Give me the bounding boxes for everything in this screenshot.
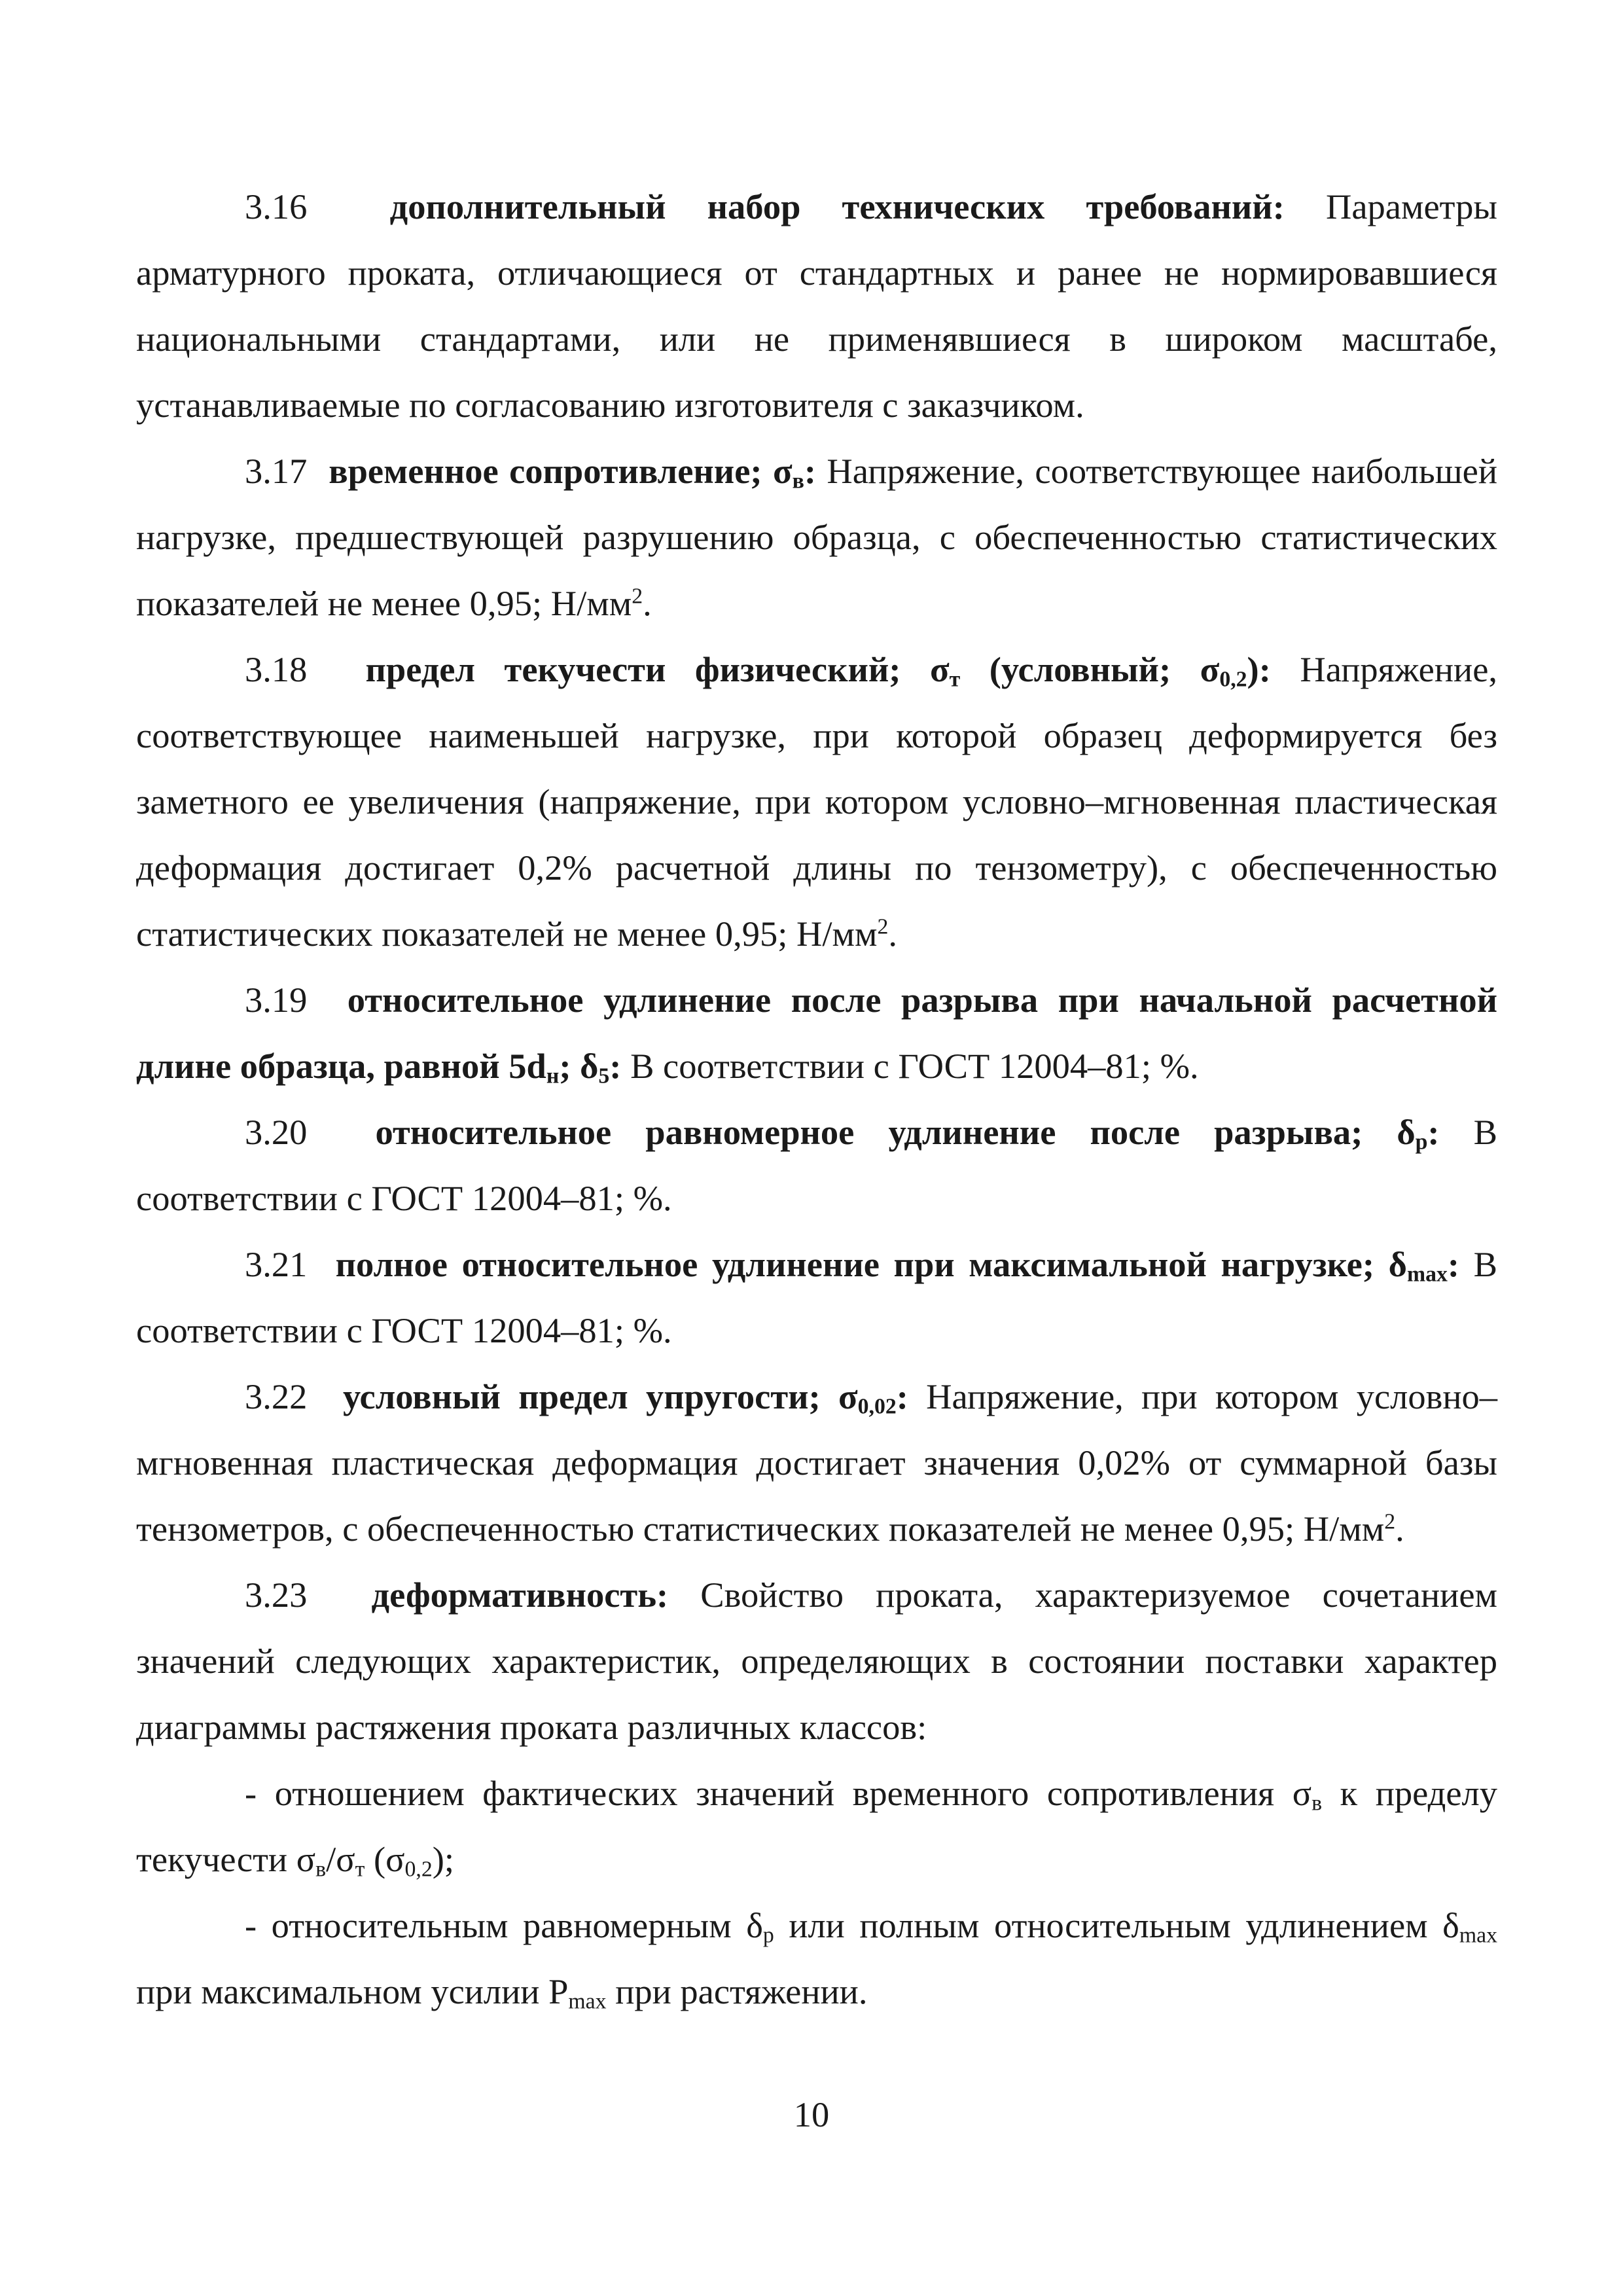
clause-number: 3.21: [245, 1244, 308, 1284]
clause-term-colon: :: [1427, 1112, 1440, 1152]
clause-term-text: условный предел упругости; σ: [342, 1376, 858, 1416]
clause-term-subscript-b: 0,2: [1219, 667, 1247, 692]
list-subscript-d: 0,2: [404, 1857, 433, 1882]
clause-term-text-a: относительное удлинение после разрыва при начальной расчетной длине образца, равной 5d: [136, 980, 1497, 1086]
clause-3-17: [136, 438, 1497, 636]
list-subscript-a: в: [1311, 1791, 1323, 1816]
list-text-d: при растяжении.: [606, 1971, 868, 2011]
clause-number: 3.20: [245, 1112, 308, 1152]
list-text-c: при максимальном усилии P: [136, 1971, 569, 2011]
clause-term-subscript: max: [1406, 1262, 1448, 1287]
unit-superscript: 2: [632, 584, 643, 609]
clause-number: 3.17: [245, 451, 308, 491]
clause-text: Напряжение, при котором условно–мгновенная пластическая деформация достигает значения 0,02% от суммарной базы тензометров, с обеспеченностью статистических показателей не менее 0,95; Н/мм: [136, 1376, 1498, 1549]
clause-text: Свойство проката, характеризуемое сочетанием значений следующих характеристик, определяющих в состоянии поставки характер диаграммы растяжения проката различных классов:: [136, 1575, 1497, 1747]
clause-text: В соответствии с ГОСТ 12004–81; %.: [630, 1046, 1199, 1086]
clause-term: [375, 1112, 1440, 1155]
list-text-e: );: [432, 1839, 455, 1879]
clause-3-18: [136, 636, 1497, 967]
list-item-ratio: [136, 1760, 1497, 1892]
clause-term-text-c: :: [609, 1046, 622, 1086]
clause-term-colon: :: [1447, 1244, 1460, 1284]
clause-number: 3.16: [245, 187, 308, 226]
clause-term-text-c: ):: [1247, 649, 1271, 689]
clause-3-23: [136, 1562, 1497, 1760]
list-item-elongation: [136, 1892, 1497, 2024]
clause-term-subscript: в: [792, 469, 804, 493]
clause-3-16: [136, 173, 1497, 438]
list-subscript-a: р: [762, 1923, 774, 1948]
list-subscript-c: т: [355, 1857, 365, 1882]
clause-number: 3.23: [245, 1575, 308, 1615]
clause-number: 3.18: [245, 649, 308, 689]
list-subscript-b: в: [315, 1857, 327, 1882]
list-text-d: (σ: [365, 1839, 405, 1879]
page-number: 10: [793, 2094, 830, 2134]
clause-term-colon: :: [896, 1376, 908, 1416]
unit-superscript: 2: [877, 914, 889, 939]
clause-term-subscript: 0,02: [857, 1394, 897, 1419]
clause-term: [342, 1376, 908, 1419]
list-text-b: или полным относительным удлинением δ: [774, 1905, 1459, 1945]
clause-text: В соответствии с ГОСТ 12004–81; %.: [136, 1112, 1497, 1218]
list-subscript-b: max: [1459, 1923, 1497, 1948]
clause-term-subscript: р: [1415, 1130, 1428, 1155]
clause-number: 3.19: [245, 980, 308, 1020]
clause-end: .: [1395, 1509, 1404, 1549]
clause-text: Напряжение, соответствующее наименьшей нагрузке, при которой образец деформируется без заметного ее увеличения (напряжение, при котором условно–мгновенная пластическая деформация достигает 0,2% расчетной длины по тензометру), с обеспеченностью статистических показателей не менее 0,95; Н/мм: [136, 649, 1498, 954]
clause-term-text-a: предел текучести физический; σ: [365, 649, 950, 689]
list-text-b: к пределу текучести σ: [136, 1773, 1497, 1879]
unit-superscript: 2: [1384, 1509, 1396, 1534]
clause-term-subscript-a: н: [546, 1064, 560, 1088]
clause-term: деформативность:: [371, 1575, 669, 1615]
clause-term-subscript-b: 5: [598, 1064, 610, 1088]
clause-term: [335, 1244, 1460, 1287]
clause-number: 3.22: [245, 1376, 308, 1416]
list-subscript-c: max: [568, 1989, 607, 2014]
clause-term-text: временное сопротивление; σ: [329, 451, 793, 491]
clause-end: .: [888, 914, 897, 954]
clause-3-22: [136, 1363, 1497, 1562]
clause-term-text: относительное равномерное удлинение после разрыва; δ: [375, 1112, 1416, 1152]
list-text-c: /σ: [326, 1839, 355, 1879]
clause-term: дополнительный набор технических требований:: [389, 187, 1285, 226]
clause-term-text-b: ; δ: [559, 1046, 599, 1086]
clause-term: [365, 649, 1271, 692]
clause-term-colon: :: [804, 451, 817, 491]
list-text-a: - относительным равномерным δ: [245, 1905, 763, 1945]
clause-text: Параметры арматурного проката, отличающиеся от стандартных и ранее не нормировавшиеся национальными стандартами, или не применявшиеся в широком масштабе, устанавливаемые по согласованию изготовителя с заказчиком.: [136, 187, 1498, 425]
clause-term-text-b: (условный; σ: [960, 649, 1220, 689]
clause-end: .: [643, 583, 652, 623]
clause-text: Напряжение, соответствующее наибольшей нагрузке, предшествующей разрушению образца, с обеспеченностью статистических показателей не менее 0,95; Н/мм: [136, 451, 1498, 623]
clause-3-20: [136, 1099, 1497, 1231]
list-text-a: - отношением фактических значений временного сопротивления σ: [245, 1773, 1312, 1813]
clause-3-21: [136, 1231, 1497, 1363]
clause-term-subscript-a: т: [949, 667, 961, 692]
clause-term-text: полное относительное удлинение при максимальной нагрузке; δ: [335, 1244, 1407, 1284]
clause-3-19: [136, 967, 1497, 1099]
clause-term: [329, 451, 816, 491]
document-page: [136, 173, 1497, 2024]
clause-text: В соответствии с ГОСТ 12004–81; %.: [136, 1244, 1498, 1350]
